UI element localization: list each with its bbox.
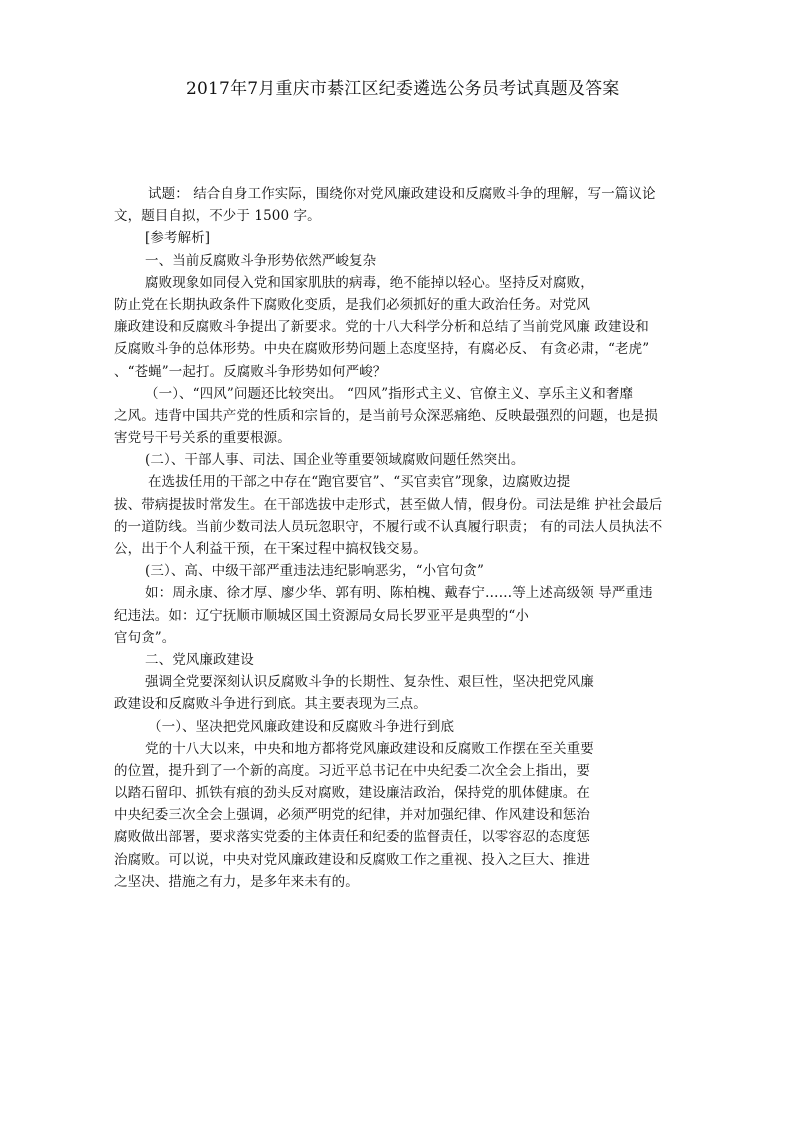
- paragraph-line: 治腐败。可以说，中央对党风廉政建设和反腐败工作之重视、投入之巨大、推进: [114, 851, 590, 868]
- paragraph-line: 强调全党要深刻认识反腐败斗争的长期性、复杂性、艰巨性，坚决把党风廉: [145, 674, 594, 691]
- question-line: 文，题目自拟，不少于 1500 字。: [114, 208, 321, 225]
- paragraph-line: 以踏石留印、抓铁有痕的劲头反对腐败，建设廉洁政治，保持党的肌体健康。在: [114, 785, 590, 802]
- paragraph-line: 腐败现象如同侵入党和国家肌肤的病毒，绝不能掉以轻心。坚持反对腐败，: [145, 274, 594, 291]
- paragraph-line: 公，出于个人利益干预，在干案过程中搞权钱交易。: [114, 541, 427, 557]
- paragraph-line: 防止党在长期执政条件下腐败化变质，是我们必须抓好的重大政治任务。对党风: [114, 296, 590, 313]
- paragraph-line: 政建设和反腐败斗争进行到底。其主要表现为三点。: [114, 696, 427, 713]
- paragraph-line: 纪违法。如：辽宁抚顺市顺城区国土资源局女局长罗亚平是典型的“小: [114, 607, 530, 624]
- section-heading-2: 二、党风廉政建设: [145, 651, 254, 668]
- paragraph-line: 如：周永康、徐才厚、廖少华、郭有明、陈柏槐、戴春宁……等上述高级领 导严重违: [145, 585, 653, 602]
- reference-analysis-label: [参考解析]: [145, 230, 211, 247]
- paragraph-line: 害党号干号关系的重要根源。: [114, 430, 291, 447]
- paragraph-line: 党的十八大以来，中央和地方都将党风廉政建设和反腐败工作摆在至关重要: [145, 740, 594, 757]
- paragraph-line: 拔、带病提拔时常发生。在干部选拔中走形式，甚至做人情，假身份。司法是维 护社会最后: [114, 496, 663, 513]
- paragraph-line: 之风。违背中国共产党的性质和宗旨的，是当前号众深恶痛绝、反映最强烈的问题，也是损: [114, 407, 658, 424]
- paragraph-line: 腐败做出部署，要求落实党委的主体责任和纪委的监督责任，以零容忍的态度惩: [114, 829, 590, 846]
- paragraph-line: 之坚决、措施之有力，是多年来未有的。: [114, 873, 359, 890]
- paragraph-line: 的一道防线。当前少数司法人员玩忽职守，不履行或不认真履行职责； 有的司法人员执法不: [114, 518, 663, 535]
- paragraph-line: 官句贪”。: [114, 629, 176, 646]
- subsection-heading: (三）、高、中级干部严重违法违纪影响恶劣，“小官句贪”: [145, 563, 485, 580]
- question-line: 试题： 结合自身工作实际，围绕你对党风廉政建设和反腐败斗争的理解，写一篇议论: [148, 186, 656, 202]
- page-title: 2017年7月重庆市綦江区纪委遴选公务员考试真题及答案: [186, 79, 620, 99]
- paragraph-line: 反腐败斗争的总体形势。中央在腐败形势问题上态度坚持，有腐必反、 有贪必肃，“老虎”: [114, 341, 650, 358]
- subsection-heading: （一）、“四风”问题还比较突出。 “四风”指形式主义、官僚主义、享乐主义和奢靡: [145, 385, 634, 402]
- document-body: [114, 183, 694, 893]
- section-heading-1: 一、当前反腐败斗争形势依然严峻复杂: [145, 252, 377, 269]
- paragraph-line: 中央纪委三次全会上强调，必须严明党的纪律，并对加强纪律、作风建设和惩治: [114, 807, 590, 824]
- paragraph-line: 廉政建设和反腐败斗争提出了新要求。党的十八大科学分析和总结了当前党风廉 政建设和: [114, 319, 649, 336]
- paragraph-line: 的位置，提升到了一个新的高度。习近平总书记在中央纪委二次全会上指出，要: [114, 762, 590, 779]
- paragraph-line: 、“苍蝇”一起打。反腐败斗争形势如何严峻？: [114, 363, 387, 380]
- subsection-heading: (二）、干部人事、司法、国企业等重要领域腐败问题任然突出。: [145, 452, 525, 469]
- paragraph-line: 在选拔任用的干部之中存在“跑官要官”、“买官卖官”现象，边腐败边提: [148, 474, 571, 491]
- subsection-heading: （一）、坚决把党风廉政建设和反腐败斗争进行到底: [148, 718, 455, 735]
